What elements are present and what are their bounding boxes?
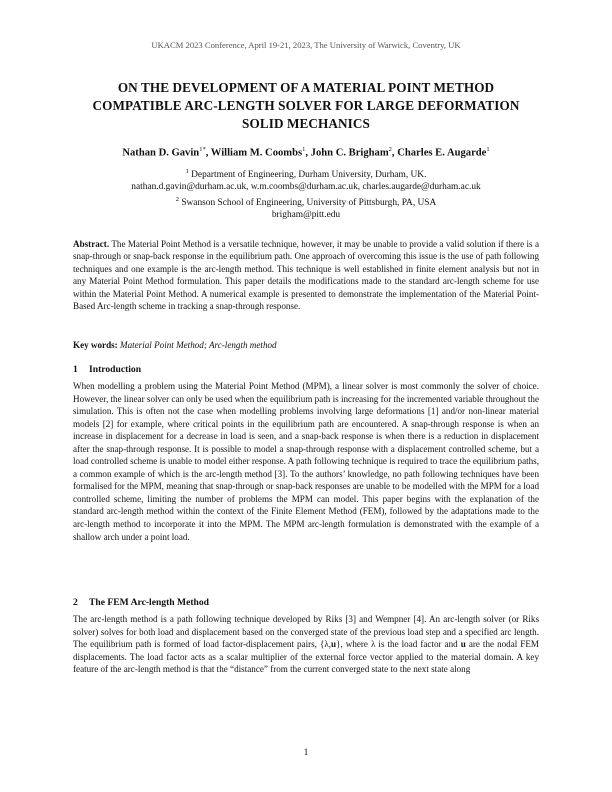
section-heading-introduction: 1 Introduction [73, 364, 142, 375]
displacement-symbol: u [331, 639, 337, 650]
keywords-label: Key words: [73, 340, 118, 350]
keywords [73, 340, 539, 350]
author-name: William M. Coombs [210, 147, 303, 159]
author-list: Nathan D. Gavin$^{1*}$, William M. Coombs$^1$, John C. Brigham$^2$, Charles E. Augarde$^1$ [122, 146, 490, 159]
abstract [73, 238, 539, 312]
title-line: SOLID MECHANICS [242, 116, 370, 131]
affiliation-1-emails: nathan.d.gavin@durham.ac.uk, w.m.coombs@durham.ac.uk, charles.augarde@durham.ac.uk [131, 181, 481, 192]
author-affil-mark: 1 [486, 146, 490, 153]
section-heading-fem-arc-length: 2 The FEM Arc-length Method [73, 597, 210, 608]
displacement-symbol: u [460, 639, 466, 650]
author-name: Nathan D. Gavin [122, 147, 200, 159]
fem-arc-length-paragraph: The arc-length method is a path following technique developed by Riks [3] and Wempner [4]. An arc-length solver (or Riks solver) solves for both load and displacement based on the converged state of the previous load step and a specified arc length. The equilibrium path is formed of load factor-displacement pairs, {λ,u}, where λ is the load factor and u are the nodal FEM displacements. The load factor acts as a scalar multiplier of the external force vector applied to the material domain. A key feature of the arc-length method is that the “distance” from the current converged state to the next state along [73, 614, 539, 675]
introduction-paragraph: When modelling a problem using the Material Point Method (MPM), a linear solver is most commonly the solver of choice. However, the linear solver can only be used when the equilibrium path is increasing for the incremented variable throughout the simulation. This is often not the case when modelling problems involving large deformations [1] and/or non-linear material models [2] for example, where critical points in the equilibrium path are encountered. A snap-through response is when an increase in displacement for a decrease in load is seen, and a snap-back response is when there is a reduction in displacement after the snap-through response. It is possible to model a snap-through response with a displacement controlled scheme, but a load controlled scheme is unable to model either response. A path following technique is required to trace the equilibrium paths, a common example of which is the arc-length method [3]. To the authors’ knowledge, no path following techniques have been formalised for the MPM, meaning that snap-through or snap-back responses are unable to be modelled with the MPM for a load controlled scheme, limiting the number of problems the MPM can model. This paper begins with the explanation of the standard arc-length method within the context of the Finite Element Method (FEM), followed by the adaptations made to the arc-length method to incorporate it into the MPM. The MPM arc-length formulation is demonstrated with the example of a shallow arch under a point load. [73, 381, 539, 542]
author-affil-mark: 1* [199, 146, 206, 153]
affiliation-2: $^2$ Swanson School of Engineering, University of Pittsburgh, PA, USA [175, 195, 437, 208]
keywords-text: Material Point Method; Arc-length method [120, 340, 277, 350]
title-line: COMPATIBLE ARC-LENGTH SOLVER FOR LARGE DEFORMATION [92, 98, 520, 113]
author-name: Charles E. Augarde [397, 147, 487, 159]
author-affil-mark: 1 [302, 146, 306, 153]
author-affil-mark: 2 [388, 146, 392, 153]
affiliations [0, 166, 612, 221]
affiliation-2-email: brigham@pitt.edu [271, 209, 341, 220]
paper-title [70, 79, 542, 133]
abstract-text: The Material Point Method is a versatile technique, however, it may be unable to provide a valid solution if there is a snap-through or snap-back response in the equilibrium path. One approach of overcoming this issue is the use of path following techniques and one example is the arc-length method. This technique is well established in finite element analysis but not in any Material Point Method formulation. This paper details the modifications made to the standard arc-length scheme for use within the Material Point Method. A numerical example is presented to demonstrate the implementation of the Material Point-Based Arc-length scheme in tracking a snap-through response. [73, 239, 540, 312]
running-header: UKACM 2023 Conference, April 19-21, 2023, The University of Warwick, Coventry, UK [151, 40, 461, 50]
author-name: John C. Brigham [310, 147, 389, 159]
affiliation-1: $^1$ Department of Engineering, Durham University, Durham, UK. [185, 168, 427, 181]
page-number: 1 [303, 748, 309, 758]
title-line: ON THE DEVELOPMENT OF A MATERIAL POINT METHOD [117, 80, 495, 95]
abstract-label: Abstract. [73, 239, 110, 249]
